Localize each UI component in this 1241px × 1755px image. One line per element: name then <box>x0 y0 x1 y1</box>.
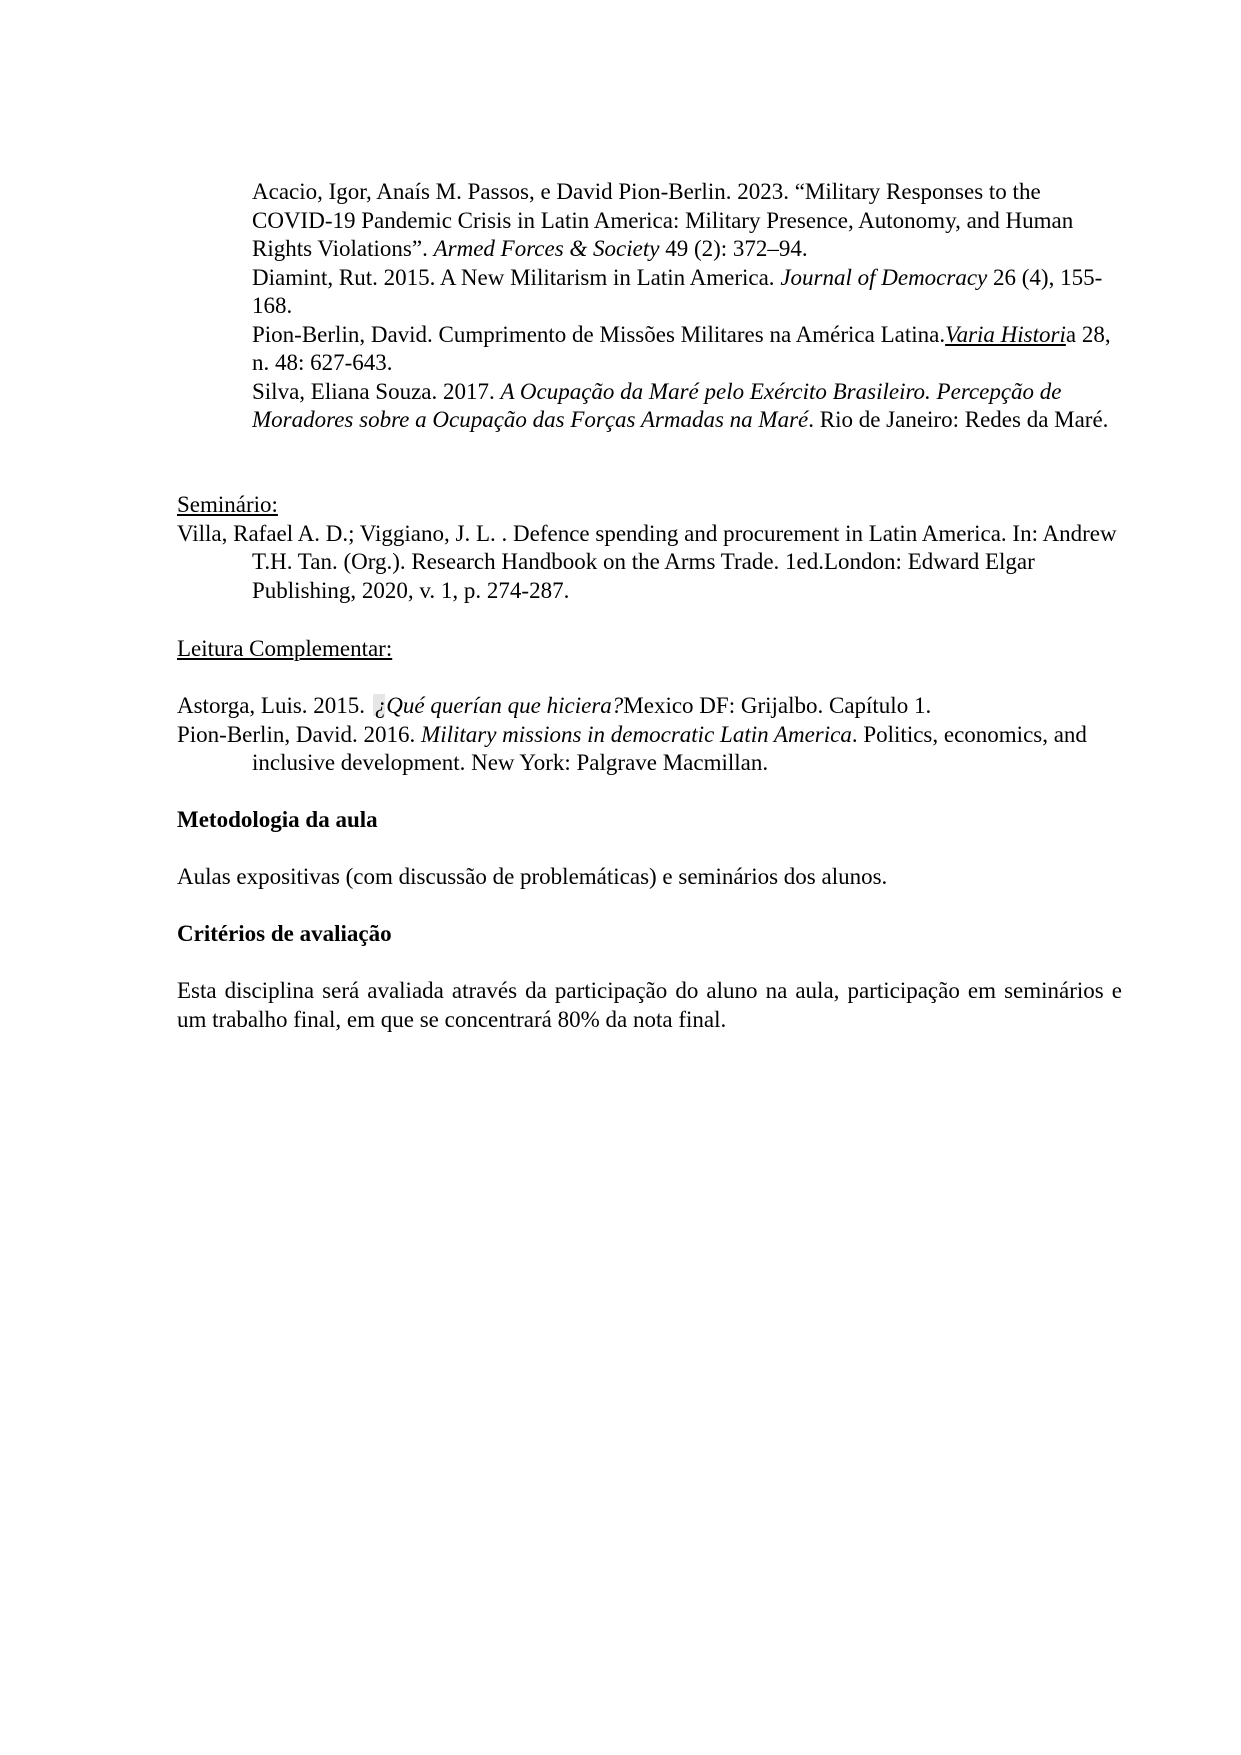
reference-tail: 26 (4), 155-168. <box>252 264 1103 318</box>
reference-author-year: Diamint, Rut. 2015. A New Militarism in Latin America. <box>252 264 775 290</box>
reference-tail: a 28, n. 48: 627-643. <box>252 321 1111 375</box>
reference-list <box>252 178 1122 435</box>
metodologia-body-section <box>177 863 1122 892</box>
seminario-entry: Villa, Rafael A. D.; Viggiano, J. L. . Defence spending and procurement in Latin America. In: Andrew T.H. Tan. (Org.). Research Handbook on the Arms Trade. 1ed.London: Edward Elgar Publishing, 2020, v. 1, p. 274-287. <box>177 520 1117 603</box>
criterios-section <box>177 920 1122 949</box>
reference-entry <box>252 321 1122 378</box>
criterios-body-section <box>177 977 1122 1034</box>
leitura-entry <box>177 721 1122 778</box>
reference-author-year: Silva, Eliana Souza. 2017. <box>252 378 495 404</box>
leitura-tail: Mexico DF: Grijalbo. Capítulo 1. <box>623 693 932 718</box>
reference-journal: Journal of Democracy <box>780 264 988 290</box>
leitura-title: Military missions in democratic Latin America <box>421 721 852 747</box>
leitura-author-year: Astorga, Luis. 2015. <box>177 693 366 718</box>
leitura-section <box>177 635 1122 664</box>
leitura-entry <box>177 692 1122 721</box>
reference-author-year: Acacio, Igor, Anaís M. Passos, e David Pion-Berlin. 2023. “Military Responses to the COVID-19 Pandemic Crisis in Latin America: Military Presence, Autonomy, and Human Rights Violations”. <box>252 179 1074 261</box>
criterios-heading: Critérios de avaliação <box>177 921 392 946</box>
metodologia-section <box>177 806 1122 835</box>
leitura-entries <box>177 692 1122 778</box>
leitura-tail: . Politics, economics, and inclusive development. New York: Palgrave Macmillan. <box>252 721 1087 775</box>
leitura-heading: Leitura Complementar: <box>177 636 393 661</box>
reference-tail: 49 (2): 372–94. <box>659 236 808 261</box>
metodologia-body: Aulas expositivas (com discussão de problemáticas) e seminários dos alunos. <box>177 864 888 889</box>
reference-entry <box>252 378 1122 435</box>
criterios-body: Esta disciplina será avaliada através da participação do aluno na aula, participação em seminários e um trabalho final, em que se concentrará 80% da nota final. <box>177 978 1122 1032</box>
reference-journal: Armed Forces & Society <box>433 236 660 261</box>
reference-entry <box>252 264 1122 321</box>
seminario-heading: Seminário: <box>177 492 278 517</box>
reference-tail: . Rio de Janeiro: Redes da Maré. <box>808 407 1109 432</box>
leitura-title: ¿Qué querían que hiciera? <box>374 693 624 718</box>
metodologia-heading: Metodologia da aula <box>177 807 378 832</box>
reference-entry <box>252 178 1122 264</box>
reference-author-year: Pion-Berlin, David. Cumprimento de Missões Militares na América Latina. <box>252 321 946 347</box>
reference-journal-link[interactable]: Varia Histori <box>945 321 1066 347</box>
seminario-section <box>177 491 1122 605</box>
reference-journal: A Ocupação da Maré pelo Exército Brasileiro. Percepção de Moradores sobre a Ocupação das Forças Armadas na Maré <box>252 378 1062 432</box>
leitura-author-year: Pion-Berlin, David. 2016. <box>177 721 416 747</box>
